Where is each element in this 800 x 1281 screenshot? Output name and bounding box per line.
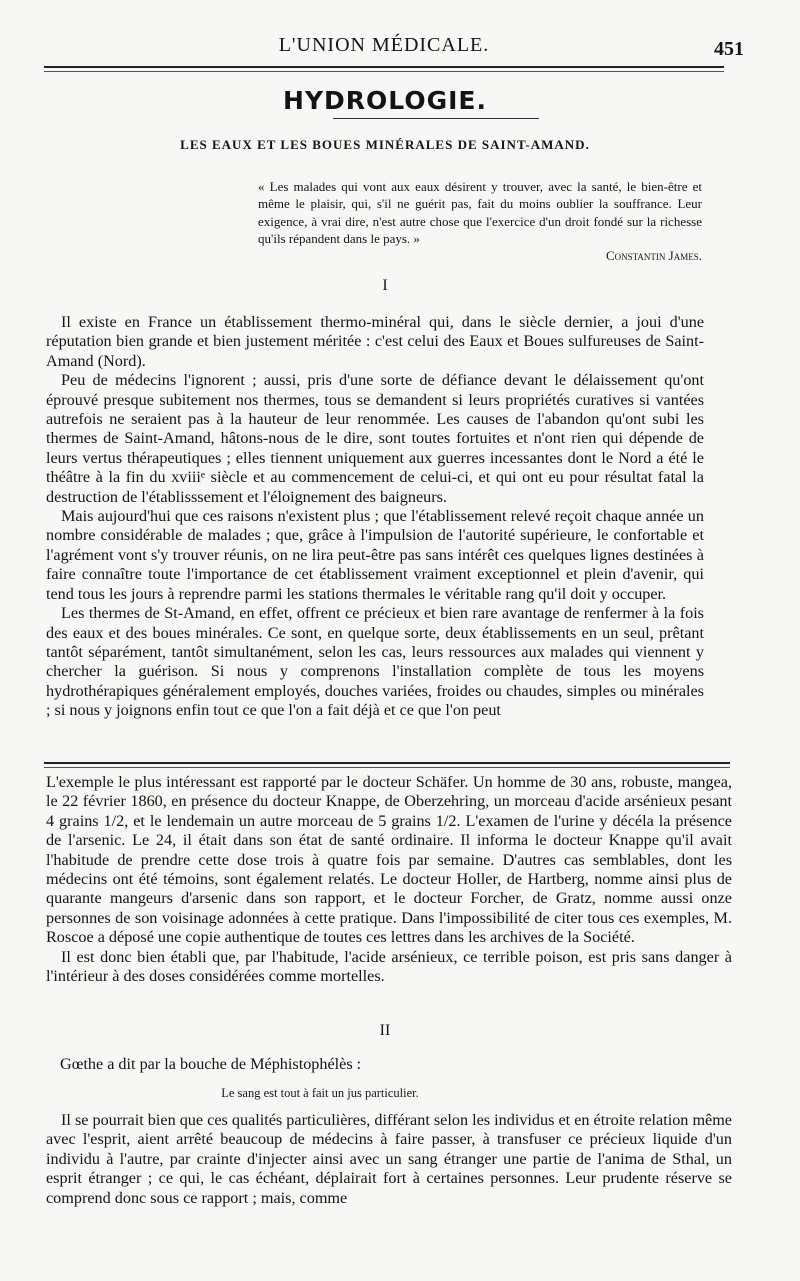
feuilleton-paragraph: L'exemple le plus intéressant est rapporté par le docteur Schäfer. Un homme de 30 ans, robuste, mangea, le 22 février 1860, en présence du docteur Knappe, de Oberzehring, un morceau d'acide arsénieux pesant 4 grains 1/2, et le lendemain un autre morceau de 5 grains 1/2. L'examen de l'urine y décéla la présence de l'arsenic. Le 24, il était dans son état de santé ordinaire. Il informa le docteur Knappe qu'il avait l'habitude de prendre cette dose trois à quatre fois par semaine. D'autres cas semblables, dont les médecins ont été témoins, sont également relatés. Le docteur Holler, de Hartberg, nomme ainsi plus de quarante mangeurs d'arsenic dans son rapport, et le docteur Forcher, de Gratz, nomme aussi onze personnes de son voisinage adonnées à cette pratique. Dans l'impossibilité de citer tous ces exemples, M. Roscoe a déposé une copie authentique de toutes ces lettres dans les archives de la Société. [46,773,732,947]
article-paragraph: Il existe en France un établissement thermo-minéral qui, dans le siècle dernier, a joui d'une réputation bien grande et bien justement méritée : c'est celui des Eaux et Boues sulfureuses de Saint-Amand (Nord). [46,313,704,370]
page-number: 451 [714,38,744,60]
feuilleton-body [46,773,732,986]
article-paragraph: Mais aujourd'hui que ces raisons n'existent plus ; que l'établissement relevé reçoit chaque année un nombre considérable de malades ; que, grâce à l'impulsion de l'autorité supérieure, le confortable et l'agrément vont s'y trouver réunis, on ne lira peut-être pas sans intérêt ces quelques lignes destinées à faire connaître toute l'importance de cet établissement vraiment exceptionnel et plein d'avenir, qui tend tous les jours à reprendre parmi les stations thermales le véritable rang qu'il doit y occuper. [46,507,704,603]
title-rule [333,118,539,119]
epigraph [258,178,702,264]
part-number-ii: II [379,1022,391,1039]
header-rule-thin [44,71,724,72]
feuilleton-paragraph: Il se pourrait bien que ces qualités particulières, différant selon les individus et en étroite relation même avec l'esprit, aient arrêté beaucoup de médecins à faire passer, à transfuser ce précieux liquide d'un individu à l'autre, par crainte d'injecter ainsi avec un sang étranger une partie de l'anima de Sthal, un esprit étranger ; ce qui, le cas échéant, déplairait fort à certaines personnes. Leur prudente réserve se comprend donc sous ce rapport ; mais, comme [46,1111,732,1207]
verse-quote: Le sang est tout à fait un jus particulier. [221,1086,419,1100]
epigraph-text: « Les malades qui vont aux eaux désirent y trouver, avec la santé, le bien-être et même le plaisir, qui, s'il ne guérit pas, fait du moins oublier la souffrance. Leur exigence, à vrai dire, n'est autre chose que l'exercice d'un droit fondé sur la richesse qu'ils répandent dans le pays. » [258,179,702,246]
quote-intro: Gœthe a dit par la bouche de Méphistophélès : [60,1055,362,1073]
article-paragraph: Peu de médecins l'ignorent ; aussi, pris d'une sorte de défiance devant le délaissement qu'ont éprouvé presque subitement nos thermes, tous se demandent si leurs propriétés curatives si vantées autrefois ne seraient pas à la hauteur de leur renommée. Les causes de l'abandon qu'ont subi les thermes de Saint-Amand, hâtons-nous de le dire, sont toutes fortuites et n'ont rien qui dépende de leurs vertus thérapeutiques ; elles tiennent uniquement aux guerres incessantes dont le Nord a été le théâtre à la fin du xviiiᵉ siècle et au commencement de celui-ci, et qui ont eu pour résultat fatal la destruction de l'établisssement et l'éloignement des baigneurs. [46,371,704,506]
feuilleton-divider [44,762,730,764]
article-paragraph: Les thermes de St-Amand, en effet, offrent ce précieux et bien rare avantage de renfermer à la fois des eaux et des boues minérales. Ce sont, en quelque sorte, deux établissements en un seul, prêtant tantôt séparément, tantôt simultanément, selon les cas, leurs ressources aux malades qui viennent y chercher la guérison. Si nous y comprenons l'installation complète de tous les moyens hydrothérapiques généralement employés, douches variées, froides ou chaudes, simples ou minérales ; si nous y joignons enfin tout ce que l'on a fait déjà et ce que l'on peut [46,604,704,720]
feuilleton-divider-thin [44,767,730,768]
running-head [44,32,744,62]
section-title: HYDROLOGIE. [283,86,487,115]
feuilleton-closing [46,1111,732,1208]
journal-title: L'UNION MÉDICALE. [278,34,490,56]
epigraph-author: Constantin James. [605,248,702,264]
feuilleton-paragraph: Il est donc bien établi que, par l'habitude, l'acide arsénieux, ce terrible poison, est pris sans danger à l'intérieur à des doses considérées comme mortelles. [46,947,732,986]
part-number-i: I [382,277,388,294]
header-rule [44,66,724,68]
article-subtitle: LES EAUX ET LES BOUES MINÉRALES DE SAINT-AMAND. [180,137,590,152]
article-body [46,313,704,721]
